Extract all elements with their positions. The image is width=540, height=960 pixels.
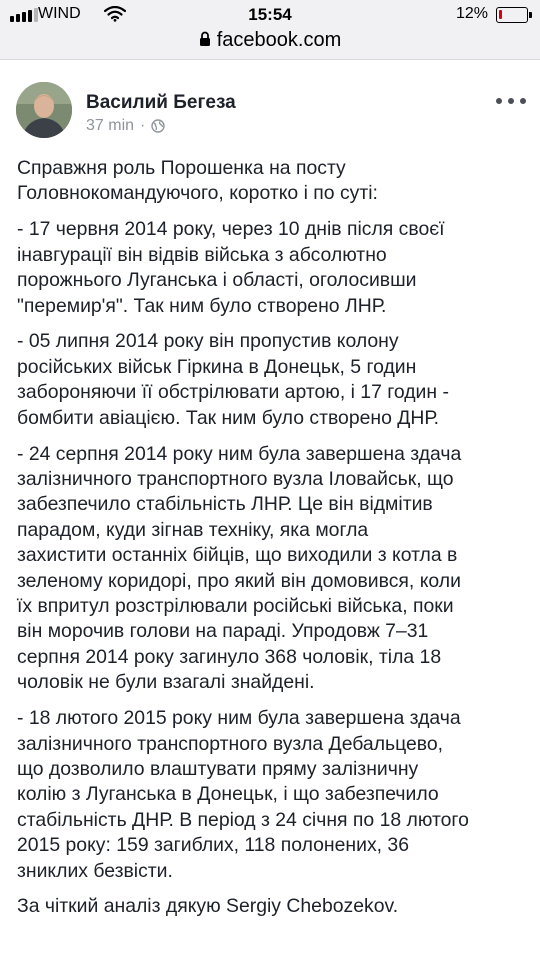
- meta-separator: ·: [140, 117, 146, 134]
- status-bar: [0, 0, 540, 30]
- address-domain: facebook.com: [216, 29, 342, 51]
- post-timestamp[interactable]: 37 min: [86, 117, 135, 134]
- battery-icon: [496, 7, 528, 23]
- post-header: [0, 76, 540, 146]
- author-name[interactable]: Василий Бегеза: [86, 92, 236, 113]
- post-paragraph: - 17 червня 2014 року, через 10 днів після своєї інавгурації він відвів війська з абсолютно порожнього Луганська і області, оголосивши "перемир'я". Так ним було створено ЛНР.: [17, 218, 445, 317]
- status-time: 15:54: [248, 5, 292, 24]
- post-body: [17, 156, 531, 930]
- more-options-icon[interactable]: [496, 96, 526, 106]
- browser-chrome: [0, 0, 540, 60]
- post-meta: [86, 117, 165, 135]
- post-paragraph: За чіткий аналіз дякую Sergiy Chebozekov.: [17, 895, 399, 918]
- post-paragraph: Справжня роль Порошенка на посту Головнокомандуючого, коротко і по суті:: [17, 157, 378, 205]
- address-bar[interactable]: [0, 29, 540, 57]
- post-paragraph: - 05 липня 2014 року він пропустив колону російських військ Гіркина в Донецьк, 5 годин забороняючи її обстрілювати артою, і 17 годин - бомбити авіацією. Так ним було створено ДНР.: [17, 330, 449, 429]
- battery-percent: 12%: [455, 5, 488, 22]
- post-paragraph: - 18 лютого 2015 року ним була завершена здача залізничного транспортного вузла Дебальцево, що дозволило влаштувати пряму залізничну колію з Луганська в Донецьк, і що забезпечило стабільність ДНР. В період з 24 січня по 18 лютого 2015 року: 159 загиблих, 118 полонених, 36 зниклих безвісти.: [17, 707, 469, 882]
- lock-icon: [199, 31, 211, 47]
- battery-level: [499, 10, 502, 19]
- post-paragraph: - 24 серпня 2014 року ним була завершена здача залізничного транспортного вузла Іловайськ, що забезпечило стабільність ЛНР. Це він відмітив парадом, куди зігнав техніку, яка могла захистити останніх бійців, що виходили з котла в зеленому коридорі, про який він домовився, коли їх впритул розстрілювали російські війська, поки він морочив голови на параді. Упродовж 7–31 серпня 2014 року загинуло 368 чоловік, тіла 18 чоловік не були взагалі знайдені.: [17, 442, 462, 694]
- avatar-image: [16, 82, 72, 138]
- avatar[interactable]: [16, 82, 72, 138]
- carrier-name: WIND: [38, 5, 81, 22]
- globe-icon: [151, 119, 165, 133]
